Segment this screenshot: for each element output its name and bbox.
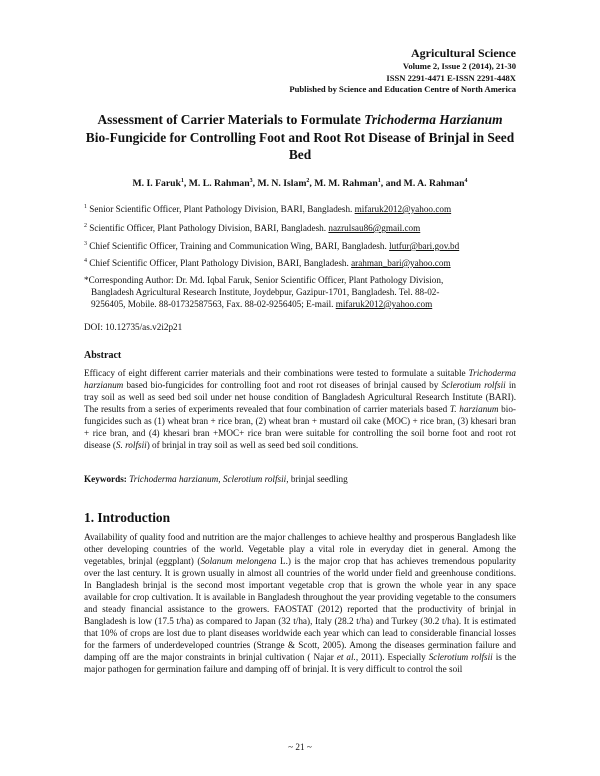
doi[interactable]: DOI: 10.12735/as.v2i2p21 [84, 322, 183, 332]
affiliation: $^3$ Chief Scientific Officer, Training and Communication Wing, BARI, Bangladesh. lutfur@bari.gov.bd [84, 240, 460, 251]
title-part: Bio-Fungicide for Controlling Foot and Root Rot Disease of Brinjal in Seed Bed [85, 129, 515, 162]
paper-title [84, 111, 516, 164]
keywords-label: Keywords: [84, 474, 127, 484]
corresponding-line: *Corresponding Author: Dr. Md. Iqbal Faruk, Senior Scientific Officer, Plant Pathology Division, [84, 275, 444, 285]
author: M. M. Rahman$^1$ [314, 177, 381, 189]
corresponding-line: Bangladesh Agricultural Research Institute, Joydebpur, Gazipur-1701, Bangladesh. Tel. 88-02- [91, 287, 440, 297]
affiliation: $^4$ Chief Scientific Officer, Plant Pathology Division, BARI, Bangladesh. arahman_bari@yahoo.com [84, 257, 451, 268]
journal-issn: ISSN 2291-4471 E-ISSN 2291-448X [386, 73, 516, 83]
page-number: ~ 21 ~ [288, 742, 312, 752]
author: M. L. Rahman$^3$ [188, 177, 253, 189]
journal-name: Agricultural Science [411, 46, 516, 60]
section-heading: 1. Introduction [84, 510, 171, 525]
email-link[interactable]: arahman_bari@yahoo.com [351, 258, 451, 268]
author-list: M. I. Faruk$^1$, M. L. Rahman$^3$, M. N. Islam$^2$, M. M. Rahman$^1$, and M. A. Rahman$^4$ [132, 177, 468, 189]
corresponding-line: 9256405, Mobile. 88-01732587563, Fax. 88-02-9256405; E-mail. mifaruk2012@yahoo.com [91, 299, 433, 309]
author: M. I. Faruk$^1$ [132, 177, 184, 189]
abstract-heading: Abstract [84, 350, 122, 361]
email-link[interactable]: mifaruk2012@yahoo.com [335, 299, 433, 309]
email-link[interactable]: mifaruk2012@yahoo.com [354, 204, 452, 214]
email-link[interactable]: lutfur@bari.gov.bd [389, 241, 460, 251]
introduction-text: Availability of quality food and nutrition are the major challenges to achieve healthy and prosperous Bangladesh like other developing countries of the world. Vegetable play a vital role in everyday diet in general. Among the vegetables, brinjal (eggplant) (Solanum melongena L.) is the major crop that has achieves tremendous popularity over the last century. It is grown usually in almost all countries of the world under field and greenhouse conditions. In Bangladesh brinjal is the second most important vegetable crop that is grown the whole year in any space available for crop cultivation. It is available in Bangladesh throughout the year providing vegetable to the consumers and steady financial assistance to the growers. FAOSTAT (2012) reported that the productivity of brinjal in Bangladesh is low (17.5 t/ha) as compared to Japan (32 t/ha), Italy (28.2 t/ha) and Turkey (30.2 t/ha). It is estimated that 10% of crops are lost due to plant diseases worldwide each year which can lead to considerable financial losses for the farmers of underdeveloped countries (Strange & Scott, 2005). Among the diseases germination failure and damping off are the major constraints in brinjal cultivation ( Najar et al., 2011). Especially Sclerotium rolfsii is the major pathogen for germination failure and damping off of brinjal. It is very difficult to control the soil [84, 532, 517, 674]
title-part: Assessment of Carrier Materials to Formulate [97, 112, 365, 127]
email-link[interactable]: nazrulsau86@gmail.com [328, 223, 421, 233]
affiliation: $^1$ Senior Scientific Officer, Plant Pathology Division, BARI, Bangladesh. mifaruk2012@yahoo.com [84, 203, 452, 214]
journal-publisher: Published by Science and Education Centre of North America [289, 84, 516, 94]
keywords: Keywords: Trichoderma harzianum, Sclerotium rolfsii, brinjal seedling [84, 474, 348, 484]
corresponding-author [84, 274, 516, 310]
title-species: Trichoderma Harzianum [364, 112, 503, 127]
author: M. A. Rahman$^4$ [403, 177, 468, 189]
author: M. N. Islam$^2$ [257, 177, 310, 189]
affiliation: $^2$ Scientific Officer, Plant Pathology Division, BARI, Bangladesh. nazrulsau86@gmail.com [84, 222, 421, 233]
journal-volume: Volume 2, Issue 2 (2014), 21-30 [402, 61, 516, 71]
abstract-text: Efficacy of eight different carrier materials and their combinations were tested to formulate a suitable Trichoderma harzianum based bio-fungicides for controlling foot and root rot diseases of brinjal caused by Sclerotium rolfsii in tray soil as well as seed bed soil under net house condition of Bangladesh Agricultural Research Institute (BARI). The results from a series of experiments revealed that four combination of carrier materials based T. harzianum bio-fungicides such as (1) wheat bran + rice bran, (2) wheat bran + mustard oil cake (MOC) + rice bran, (3) khesari bran + rice bran, and (4) khesari bran +MOC+ rice bran were suitable for controlling the soil borne foot and root rot disease (S. rolfsii) of brinjal in tray soil as well as seed bed soil conditions. [84, 368, 517, 450]
